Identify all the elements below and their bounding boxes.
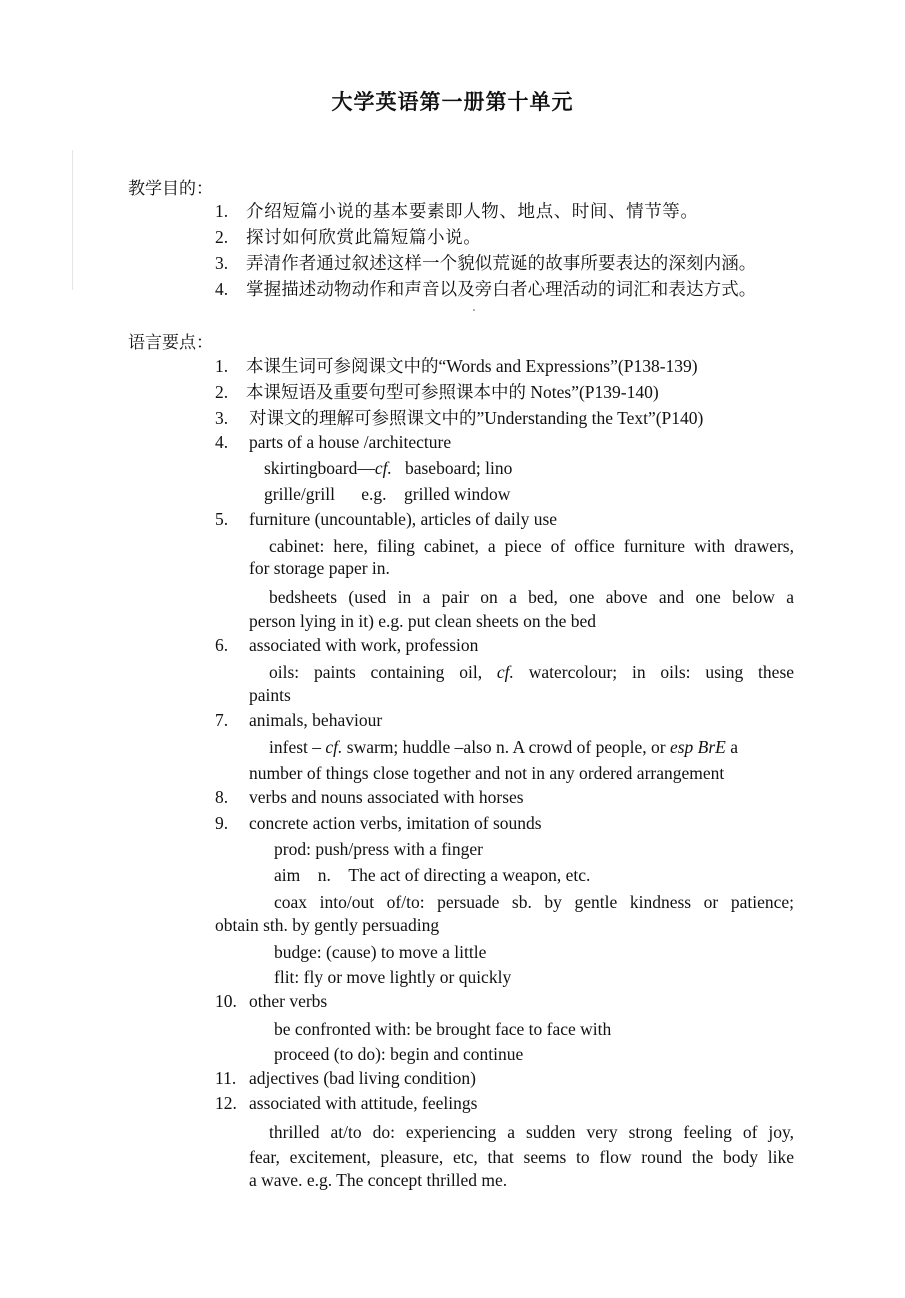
cf-abbrev: cf. (325, 737, 343, 757)
point-number: 8. (215, 787, 229, 807)
point-number: 1. (215, 356, 229, 376)
point-text: parts of a house /architecture (249, 432, 452, 452)
point-text: verbs and nouns associated with horses (249, 787, 524, 807)
point-number: 2. (215, 382, 229, 402)
goal-number: 2. (215, 227, 229, 247)
vocab-line: cabinet: here, filing cabinet, a piece of office furniture with drawers, (269, 536, 794, 556)
eg-abbrev: e.g. (361, 484, 387, 504)
goal-number: 1. (215, 201, 229, 221)
vocab-line: be confronted with: be brought face to face with (274, 1019, 612, 1039)
point-text: associated with attitude, feelings (249, 1093, 478, 1113)
point-text: concrete action verbs, imitation of sounds (249, 813, 542, 833)
vocab-line: a wave. e.g. The concept thrilled me. (249, 1170, 508, 1190)
page-title: 大学英语第一册第十单元 (331, 90, 574, 114)
vocab-term: skirtingboard— (264, 458, 375, 478)
vocab-gloss: oils: paints containing oil, (269, 662, 483, 682)
point-number: 10. (215, 991, 237, 1011)
vocab-line: paints (249, 685, 291, 705)
vocab-line (274, 864, 590, 886)
scan-speck (473, 309, 475, 311)
vocab-gloss: watercolour; in oils: using these (528, 662, 795, 682)
vocab-line: for storage paper in. (249, 558, 390, 578)
vocab-gloss: swarm; huddle –also n. A crowd of people, or (346, 737, 666, 757)
vocab-line: number of things close together and not in any ordered arrangement (249, 763, 725, 783)
goal-text: 弄清作者通过叙述这样一个貌似荒诞的故事所要表达的深刻内涵。 (246, 253, 757, 273)
vocab-gloss: baseboard; lino (404, 458, 513, 478)
point-number: 7. (215, 710, 229, 730)
point-number: 12. (215, 1093, 237, 1113)
goal-text: 介绍短篇小说的基本要素即人物、地点、时间、情节等。 (246, 201, 699, 221)
vocab-line (264, 483, 510, 505)
goal-text: 掌握描述动物动作和声音以及旁白者心理活动的词汇和表达方式。 (246, 279, 757, 299)
vocab-line: budge: (cause) to move a little (274, 942, 487, 962)
point-text: 本课生词可参阅课文中的“Words and Expressions”(P138-139) (246, 356, 698, 376)
cf-abbrev: cf. (496, 662, 514, 682)
vocab-example: grilled window (404, 484, 511, 504)
point-number: 9. (215, 813, 229, 833)
point-text: 对课文的理解可参照课文中的”Understanding the Text”(P140) (249, 408, 704, 428)
point-text: 本课短语及重要句型可参照课本中的 Notes”(P139-140) (246, 382, 659, 402)
point-text: furniture (uncountable), articles of daily use (249, 509, 558, 529)
vocab-line: proceed (to do): begin and continue (274, 1044, 524, 1064)
vocab-line: flit: fly or move lightly or quickly (274, 967, 512, 987)
point-text: other verbs (249, 991, 328, 1011)
vocab-line: coax into/out of/to: persuade sb. by gentle kindness or patience; (274, 892, 794, 912)
vocab-gloss: The act of directing a weapon, etc. (348, 865, 591, 885)
goal-number: 4. (215, 279, 229, 299)
point-text: animals, behaviour (249, 710, 383, 730)
point-number: 4. (215, 432, 229, 452)
vocab-gloss: infest – (269, 737, 322, 757)
pos-abbrev: n. (317, 865, 331, 885)
vocab-line: prod: push/press with a finger (274, 839, 483, 859)
point-text: adjectives (bad living condition) (249, 1068, 476, 1088)
goal-text: 探讨如何欣赏此篇短篇小说。 (246, 227, 482, 247)
cf-abbrev: cf. (374, 458, 392, 478)
language-points-heading: 语言要点： (128, 333, 213, 352)
vocab-line: fear, excitement, pleasure, etc, that seems to flow round the body like (249, 1147, 794, 1167)
scan-margin-line (72, 150, 73, 290)
vocab-line (264, 457, 512, 479)
teaching-goals-heading: 教学目的： (128, 179, 213, 198)
vocab-line (269, 661, 794, 683)
point-number: 5. (215, 509, 229, 529)
vocab-line (269, 736, 738, 758)
vocab-line: person lying in it) e.g. put clean sheets on the bed (249, 611, 597, 631)
vocab-term: aim (274, 865, 301, 885)
vocab-line: obtain sth. by gently persuading (215, 915, 440, 935)
vocab-line: thrilled at/to do: experiencing a sudden very strong feeling of joy, (269, 1122, 794, 1142)
vocab-line: bedsheets (used in a pair on a bed, one above and one below a (269, 587, 794, 607)
point-text: associated with work, profession (249, 635, 479, 655)
point-number: 11. (215, 1068, 237, 1088)
vocab-gloss: a (730, 737, 739, 757)
goal-number: 3. (215, 253, 229, 273)
esp-bre-abbrev: esp BrE (669, 737, 726, 757)
vocab-term: grille/grill (264, 484, 335, 504)
point-number: 6. (215, 635, 229, 655)
point-number: 3. (215, 408, 229, 428)
